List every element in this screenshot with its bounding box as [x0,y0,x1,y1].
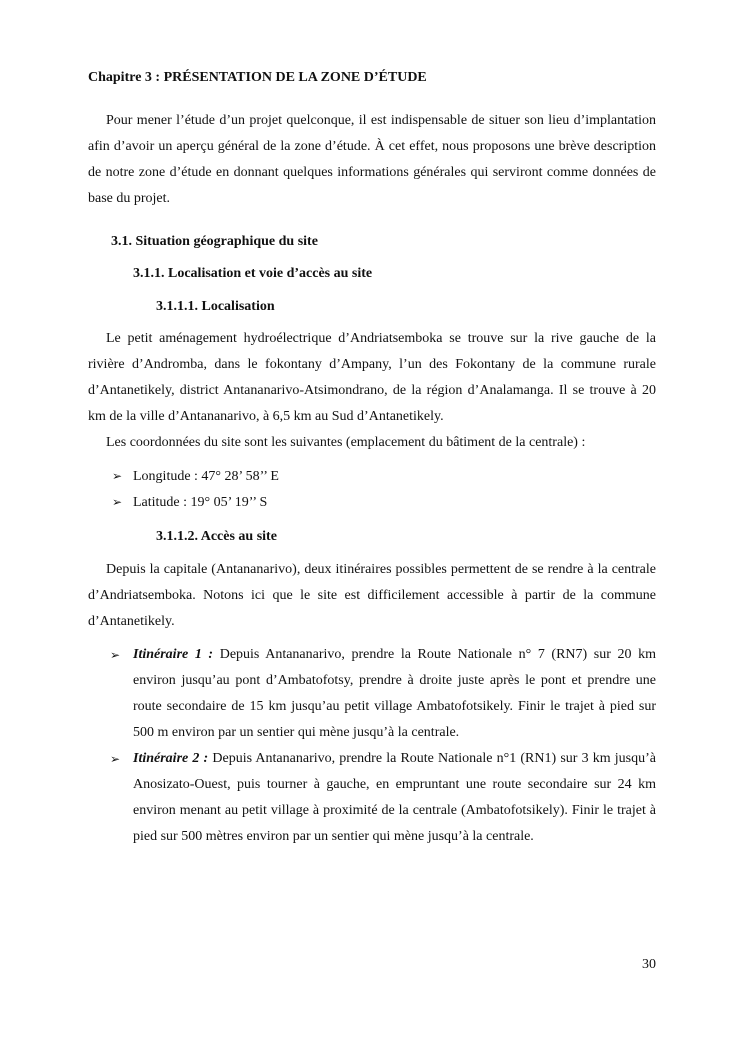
itinerary-1-text: Depuis Antananarivo, prendre la Route Nationale n° 7 (RN7) sur 20 km environ jusqu’au pont d’Ambatofotsy, prendre à droite juste après le pont et prendre une route secondaire de 15 km jusqu’au petit village Ambatofotsikely. Finir le trajet à pied sur 500 m environ par un sentier qui mène jusqu’à la centrale. [133,647,657,740]
acces-paragraph: Depuis la capitale (Antananarivo), deux itinéraires possibles permettent de se rendre à la centrale d’Andriatsemboka. Notons ici que le site est difficilement accessible à partir de la commune d’Antanetikely. [88,562,656,629]
arrow-bullet-icon: ➢ [110,752,121,766]
coordinate-longitude-text: Longitude : 47° 28’ 58’’ E [133,469,279,484]
itinerary-2-text: Depuis Antananarivo, prendre la Route Nationale n°1 (RN1) sur 3 km jusqu’à Anosizato-Ouest, puis tourner à gauche, en empruntant une route secondaire sur 24 km environ menant au petit village à proximité de la centrale (Ambatofotsikely). Finir le trajet à pied sur 500 mètres environ par un sentier qui mène jusqu’à la centrale. [133,751,657,844]
section-heading-3-1: 3.1. Situation géographique du site [111,234,318,249]
section-heading-3-1-1: 3.1.1. Localisation et voie d’accès au site [133,266,373,281]
itinerary-1-title: Itinéraire 1 : [133,647,214,662]
coordinate-longitude [112,463,279,490]
section-heading-3-1-1-2: 3.1.1.2. Accès au site [156,529,277,544]
arrow-bullet-icon: ➢ [112,495,123,509]
coordinate-latitude [112,489,267,516]
localisation-paragraph: Le petit aménagement hydroélectrique d’Andriatsemboka se trouve sur la rive gauche de la rivière d’Andromba, dans le fokontany d’Ampany, l’un des Fokontany de la commune rurale d’Antanetikely, district Antananarivo-Atsimondrano, de la région d’Analamanga. Il se trouve à 20 km de la ville d’Antananarivo, à 6,5 km au Sud d’Antanetikely. [88,331,656,424]
itinerary-2-title: Itinéraire 2 : [133,751,209,766]
coordinates-intro: Les coordonnées du site sont les suivantes (emplacement du bâtiment de la centrale) : [106,435,586,450]
chapter-title: Chapitre 3 : PRÉSENTATION DE LA ZONE D’ÉTUDE [88,70,427,85]
itinerary-2 [110,746,656,850]
arrow-bullet-icon: ➢ [112,469,123,483]
arrow-bullet-icon: ➢ [110,648,121,662]
intro-paragraph: Pour mener l’étude d’un projet quelconque, il est indispensable de situer son lieu d’implantation afin d’avoir un aperçu général de la zone d’étude. À cet effet, nous proposons une brève description de notre zone d’étude en donnant quelques informations générales qui serviront comme données de base du projet. [88,113,656,206]
itinerary-1 [110,642,656,746]
page-number: 30 [642,957,656,972]
section-heading-3-1-1-1: 3.1.1.1. Localisation [156,299,275,314]
coordinate-latitude-text: Latitude : 19° 05’ 19’’ S [133,495,268,510]
